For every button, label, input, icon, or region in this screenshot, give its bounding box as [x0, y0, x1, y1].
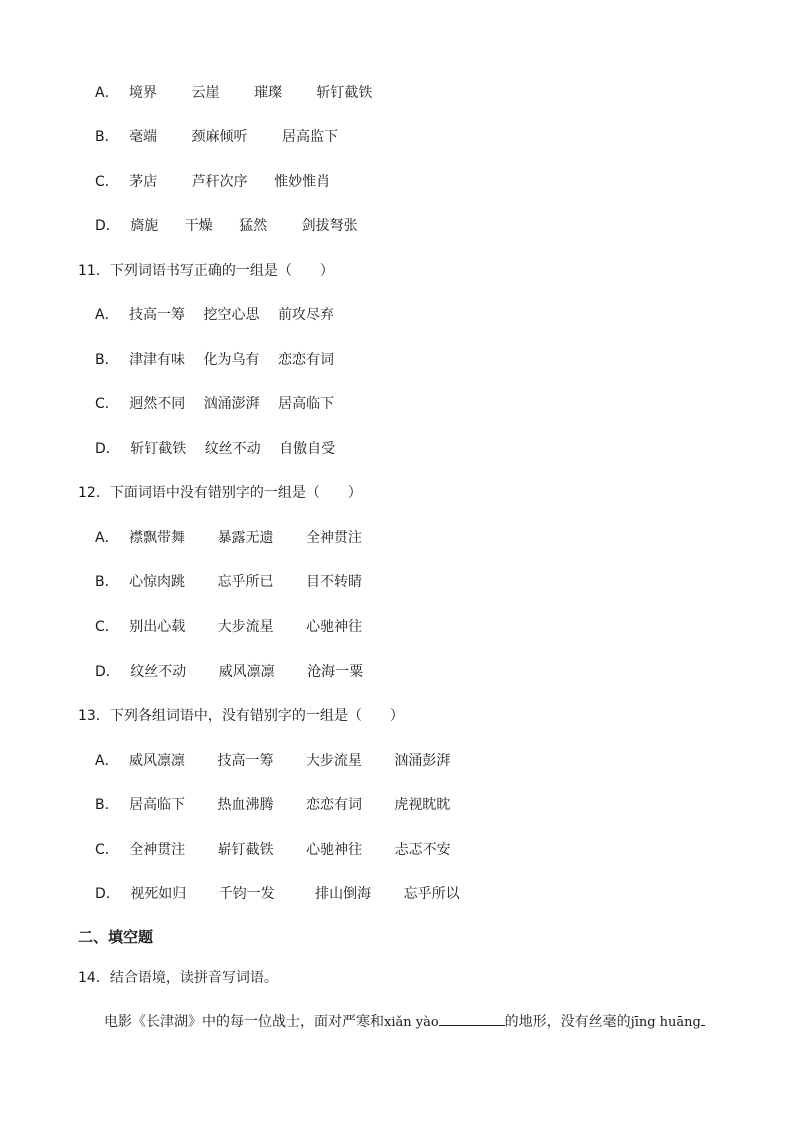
section-title: 二、填空题: [78, 928, 154, 946]
option-word: 恋恋有词: [305, 797, 362, 813]
q12-option-b: [95, 571, 362, 591]
q11-option-a: [95, 304, 334, 324]
option-word: 心驰神往: [306, 619, 363, 635]
option-letter: A．: [95, 307, 119, 323]
option-letter: B．: [95, 797, 119, 813]
option-word: 境界: [129, 85, 158, 101]
q13-option-c: [95, 839, 451, 859]
option-letter: C．: [95, 396, 119, 412]
option-letter: D．: [95, 218, 120, 234]
option-word: 目不转睛: [305, 574, 362, 590]
option-letter: A．: [95, 530, 119, 546]
option-word: 恋恋有词: [277, 352, 334, 368]
option-letter: D．: [95, 664, 120, 680]
option-word: 居高临下: [129, 797, 186, 813]
option-word: 居高监下: [281, 129, 338, 145]
question-13-stem: 13．下列各组词语中，没有错别字的一组是（ ）: [78, 708, 404, 724]
option-word: 威风凛凛: [218, 664, 275, 680]
option-word: 热血沸腾: [217, 797, 274, 813]
option-word: 忘乎所已: [217, 574, 274, 590]
option-word: 猛然: [239, 218, 268, 234]
option-word: 汹涌彭湃: [394, 753, 451, 769]
option-word: 纹丝不动: [204, 441, 261, 457]
option-word: 斩钉截铁: [316, 85, 373, 101]
option-word: 崭钉截铁: [217, 842, 274, 858]
pinyin-prompt: xiǎn yào: [384, 1015, 439, 1030]
option-word: 颈麻倾听: [191, 129, 248, 145]
option-word: 迥然不同: [129, 396, 186, 412]
option-word: 襟飘带舞: [129, 530, 186, 546]
option-word: 别出心载: [129, 619, 186, 635]
q11-option-d: [95, 438, 335, 458]
option-word: 忐忑不安: [394, 842, 451, 858]
option-word: 心惊肉跳: [129, 574, 186, 590]
option-word: 汹涌澎湃: [203, 396, 260, 412]
option-letter: B．: [95, 352, 119, 368]
option-letter: D．: [95, 886, 120, 902]
passage-text: 的地形，没有丝毫的: [504, 1014, 631, 1030]
option-letter: B．: [95, 129, 119, 145]
answer-blank[interactable]: [439, 1011, 505, 1026]
q13-option-b: [95, 794, 450, 814]
pinyin-prompt: jīng huāng: [630, 1015, 701, 1030]
q12-option-d: [95, 661, 363, 681]
option-letter: D．: [95, 441, 120, 457]
q13-option-a: [95, 750, 450, 770]
option-word: 璀璨: [253, 85, 282, 101]
option-word: 全神贯注: [129, 842, 186, 858]
option-word: 威风凛凛: [129, 753, 186, 769]
q11-option-c: [95, 393, 334, 413]
question-12-stem: 12．下面词语中没有错别字的一组是（ ）: [78, 485, 362, 501]
option-letter: A．: [95, 753, 119, 769]
option-word: 化为乌有: [203, 352, 260, 368]
option-word: 居高临下: [278, 396, 335, 412]
option-word: 茅店: [129, 174, 158, 190]
option-word: 干燥: [184, 218, 213, 234]
option-word: 云崖: [191, 85, 220, 101]
q13-option-d: [95, 883, 460, 903]
option-word: 斩钉截铁: [130, 441, 187, 457]
q12-option-c: [95, 616, 362, 636]
q12-option-a: [95, 527, 362, 547]
option-word: 大步流星: [217, 619, 274, 635]
answer-blank[interactable]: [701, 1011, 705, 1026]
option-word: 视死如归: [130, 886, 187, 902]
q10-option-c: [95, 171, 330, 191]
option-word: 惟妙惟肖: [274, 174, 331, 190]
option-word: 技高一筹: [217, 753, 274, 769]
option-word: 纹丝不动: [130, 664, 187, 680]
option-word: 津津有味: [129, 352, 186, 368]
option-word: 虎视眈眈: [394, 797, 451, 813]
option-word: 芦秆次序: [191, 174, 248, 190]
option-word: 毫端: [129, 129, 158, 145]
option-word: 沧海一粟: [307, 664, 364, 680]
option-word: 自傲自受: [279, 441, 336, 457]
question-14-stem: 14．结合语境，读拼音写词语。: [78, 970, 278, 986]
option-word: 心驰神往: [306, 842, 363, 858]
passage-text: 电影《长津湖》中的每一位战士，面对严寒和: [104, 1014, 384, 1030]
option-word: 技高一筹: [129, 307, 186, 323]
option-word: 排山倒海: [315, 886, 372, 902]
option-word: 千钧一发: [218, 886, 275, 902]
option-letter: C．: [95, 174, 119, 190]
option-word: 剑拔弩张: [301, 218, 358, 234]
q10-option-b: [95, 126, 338, 146]
option-letter: C．: [95, 842, 119, 858]
option-letter: C．: [95, 619, 119, 635]
option-word: 挖空心思: [203, 307, 260, 323]
option-word: 大步流星: [305, 753, 362, 769]
option-letter: A．: [95, 85, 119, 101]
q10-option-d: [95, 215, 358, 235]
option-word: 全神贯注: [305, 530, 362, 546]
option-word: 旖旎: [130, 218, 159, 234]
question-11-stem: 11．下列词语书写正确的一组是（ ）: [78, 263, 334, 279]
option-word: 忘乎所以: [403, 886, 460, 902]
option-word: 暴露无遗: [217, 530, 274, 546]
q11-option-b: [95, 349, 334, 369]
option-letter: B．: [95, 574, 119, 590]
option-word: 前攻尽弃: [277, 307, 334, 323]
question-14-passage: [104, 1011, 794, 1031]
q10-option-a: [95, 82, 372, 102]
